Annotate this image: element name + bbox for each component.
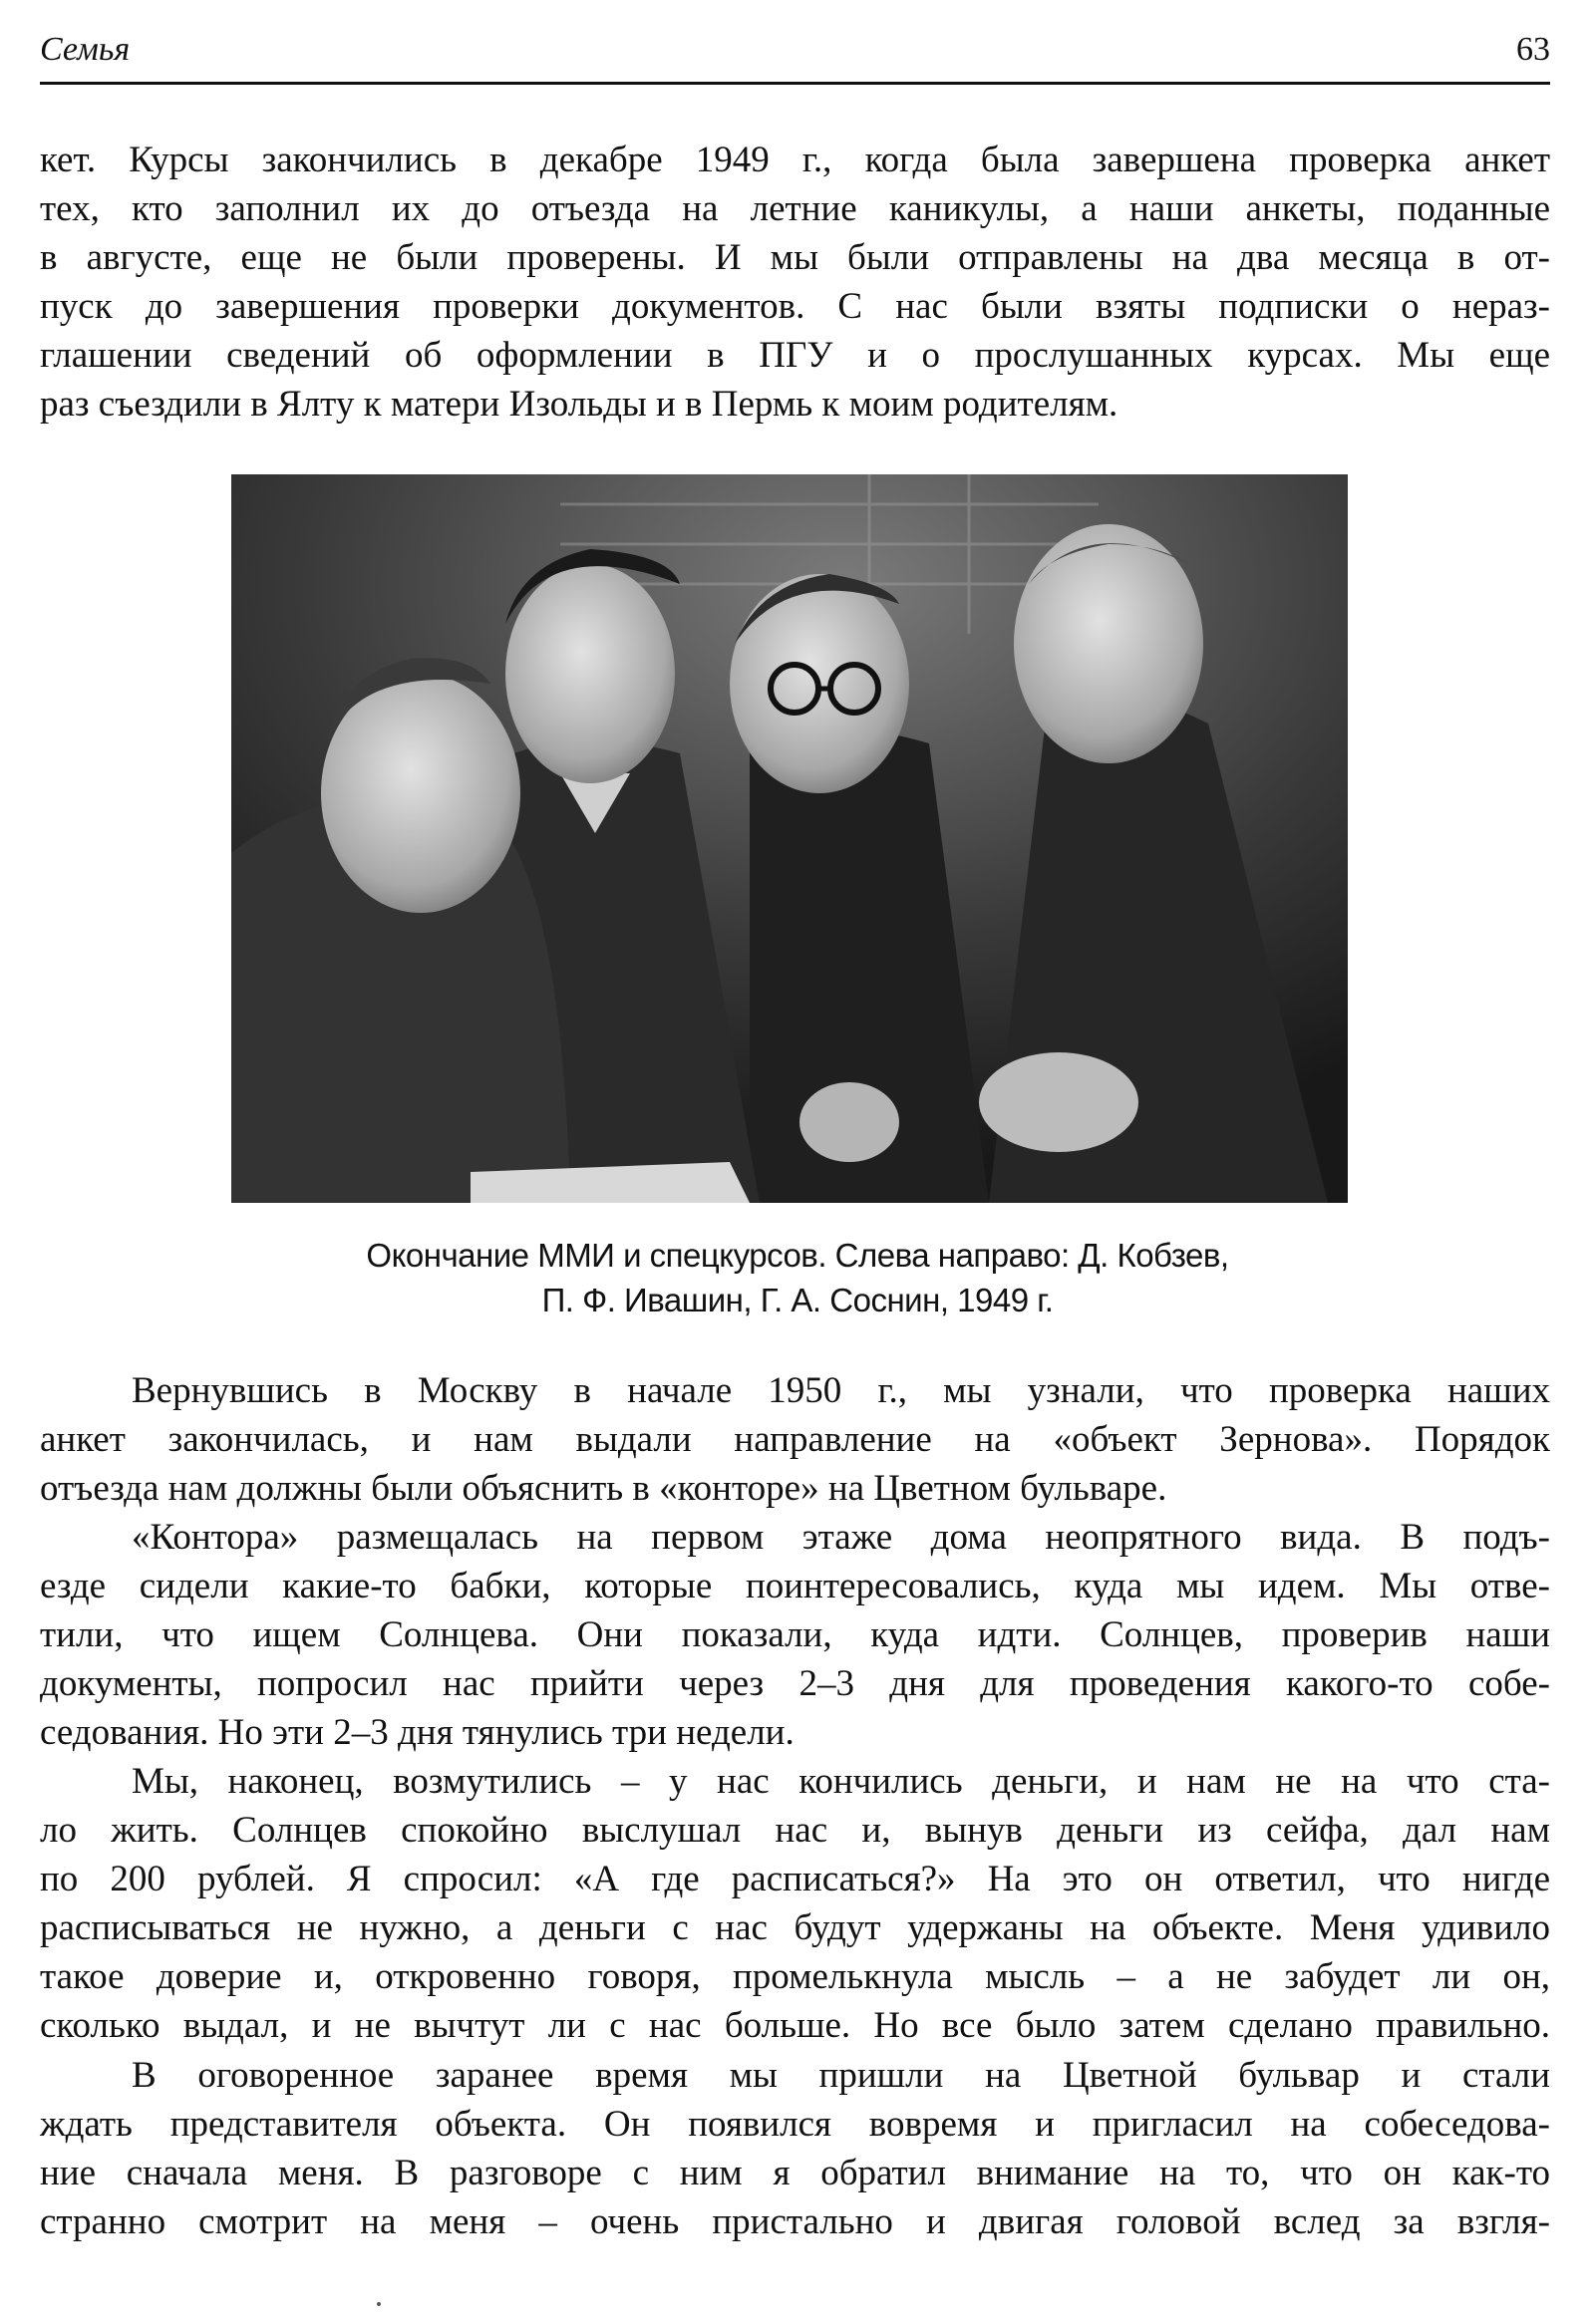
paragraph bbox=[40, 2051, 1550, 2246]
text-line: сколько выдал, и не вычтут ли с нас больше. Но все было затем сделано правильно. bbox=[40, 2005, 1550, 2046]
page-number: 63 bbox=[1516, 31, 1550, 68]
running-title: Семья bbox=[40, 31, 131, 68]
paragraph bbox=[40, 1757, 1550, 2050]
paragraph bbox=[40, 1366, 1550, 1513]
caption-line: Окончание ММИ и спецкурсов. Слева направо: Д. Кобзев, bbox=[366, 1237, 1229, 1274]
text-line: анкет закончилась, и нам выдали направление на «объект Зернова». Порядок bbox=[40, 1419, 1550, 1460]
header-rule bbox=[40, 82, 1550, 85]
text-line: седования. Но эти 2–3 дня тянулись три недели. bbox=[40, 1712, 795, 1753]
text-line: В оговоренное заранее время мы пришли на Цветной бульвар и стали bbox=[132, 2055, 1550, 2096]
text-line: Мы, наконец, возмутились – у нас кончились деньги, и нам не на что ста- bbox=[132, 1761, 1550, 1802]
caption-line: П. Ф. Ивашин, Г. А. Соснин, 1949 г. bbox=[541, 1282, 1054, 1318]
text-line: в августе, еще не были проверены. И мы были отправлены на два месяца в от- bbox=[40, 237, 1550, 278]
text-line: Вернувшись в Москву в начале 1950 г., мы узнали, что проверка наших bbox=[132, 1370, 1550, 1411]
text-line: «Контора» размещалась на первом этаже дома неопрятного вида. В подъ- bbox=[132, 1517, 1550, 1558]
paragraph-top bbox=[40, 136, 1550, 429]
photo-caption bbox=[239, 1233, 1356, 1322]
text-line: пуск до завершения проверки документов. С нас были взяты подписки о нераз- bbox=[40, 286, 1550, 327]
group-photograph bbox=[231, 474, 1348, 1203]
text-line: отъезда нам должны были объяснить в «конторе» на Цветном бульваре. bbox=[40, 1468, 1167, 1509]
text-line: езде сидели какие-то бабки, которые поинтересовались, куда мы идем. Мы отве- bbox=[40, 1566, 1550, 1606]
text-line: ждать представителя объекта. Он появился вовремя и пригласил на собеседова- bbox=[40, 2104, 1550, 2145]
text-line: по 200 рублей. Я спросил: «А где расписаться?» На это он ответил, что нигде bbox=[40, 1859, 1550, 1899]
text-line: кет. Курсы закончились в декабре 1949 г., когда была завершена проверка анкет bbox=[40, 140, 1550, 180]
print-speck bbox=[377, 2302, 381, 2306]
text-line: глашении сведений об оформлении в ПГУ и о прослушанных курсах. Мы еще bbox=[40, 335, 1550, 376]
paragraph bbox=[40, 1513, 1550, 1757]
text-line: расписываться не нужно, а деньги с нас будут удержаны на объекте. Меня удивило bbox=[40, 1907, 1550, 1948]
text-line: странно смотрит на меня – очень пристально и двигая головой вслед за взгля- bbox=[40, 2201, 1550, 2242]
text-line: тех, кто заполнил их до отъезда на летние каникулы, а наши анкеты, поданные bbox=[40, 188, 1550, 229]
text-line: такое доверие и, откровенно говоря, промелькнула мысль – а не забудет ли он, bbox=[40, 1956, 1550, 1997]
text-line: тили, что ищем Солнцева. Они показали, куда идти. Солнцев, проверив наши bbox=[40, 1614, 1550, 1655]
text-line: ло жить. Солнцев спокойно выслушал нас и, вынув деньги из сейфа, дал нам bbox=[40, 1810, 1550, 1851]
text-line: ние сначала меня. В разговоре с ним я обратил внимание на то, что он как-то bbox=[40, 2153, 1550, 2193]
text-line: раз съездили в Ялту к матери Изольды и в Пермь к моим родителям. bbox=[40, 384, 1118, 425]
page-header bbox=[40, 26, 1550, 82]
text-line: документы, попросил нас прийти через 2–3 дня для проведения какого-то собе- bbox=[40, 1663, 1550, 1704]
